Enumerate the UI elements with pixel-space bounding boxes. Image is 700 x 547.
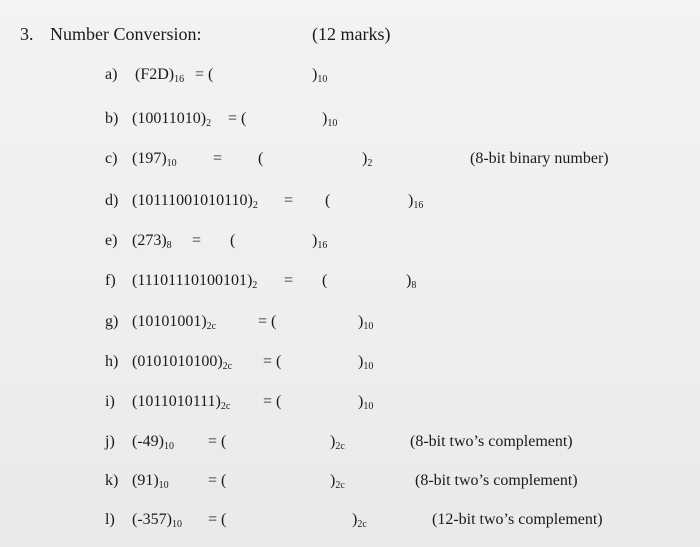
item-result: )$_{10}$ — [322, 110, 338, 129]
item-value: $(F2D)_{16}$ — [135, 66, 185, 85]
item-note: (8-bit two’s complement) — [410, 433, 573, 450]
item-equals: = ( — [228, 110, 247, 127]
item-equals: = ( — [208, 472, 227, 489]
item-label: i) — [105, 393, 115, 410]
item-equals: = — [192, 232, 202, 249]
item-result: )$_{10}$ — [312, 66, 328, 85]
item-result: )$_{16}$ — [408, 192, 424, 211]
item-open-paren: ( — [258, 150, 264, 167]
item-value: $(11101110100101)_2$ — [132, 272, 258, 291]
item-equals: = ( — [263, 353, 282, 370]
item-label: a) — [105, 66, 118, 83]
item-result: )$_{16}$ — [312, 232, 328, 251]
item-result: )$_{10}$ — [358, 393, 374, 412]
question-number: 3. — [20, 24, 34, 44]
item-open-paren: ( — [322, 272, 328, 289]
marks-label: (12 marks) — [312, 24, 391, 44]
item-label: d) — [105, 192, 119, 209]
item-equals: = ( — [258, 313, 277, 330]
question-title: Number Conversion: — [50, 24, 202, 44]
item-label: c) — [105, 150, 118, 167]
item-value: $(10111001010110)_2$ — [132, 192, 258, 211]
item-label: j) — [105, 433, 115, 450]
item-note: (8-bit two’s complement) — [415, 472, 578, 489]
item-note: (12-bit two’s complement) — [432, 511, 603, 528]
item-result: )$_{10}$ — [358, 313, 374, 332]
item-equals: = ( — [195, 66, 214, 83]
item-value: $(0101010100)_{2c}$ — [132, 353, 233, 372]
item-value: $(10011010)_2$ — [132, 110, 212, 129]
item-label: h) — [105, 353, 119, 370]
item-value: $(-49)_{10}$ — [132, 433, 174, 452]
item-equals: = — [213, 150, 223, 167]
item-result: )$_2$ — [362, 150, 373, 169]
item-note: (8-bit binary number) — [470, 150, 609, 167]
item-result: )$_8$ — [406, 272, 417, 291]
item-label: e) — [105, 232, 118, 249]
item-result: )$_{2c}$ — [330, 433, 345, 452]
item-label: b) — [105, 110, 119, 127]
item-equals: = — [284, 192, 294, 209]
item-label: f) — [105, 272, 116, 289]
item-label: l) — [105, 511, 115, 528]
item-value: $(91)_{10}$ — [132, 472, 169, 491]
item-value: $(197)_{10}$ — [132, 150, 177, 169]
item-value: $(1011010111)_{2c}$ — [132, 393, 231, 412]
item-value: $(273)_8$ — [132, 232, 172, 251]
item-result: )$_{2c}$ — [330, 472, 345, 491]
item-equals: = ( — [208, 433, 227, 450]
item-equals: = ( — [263, 393, 282, 410]
item-result: )$_{2c}$ — [352, 511, 367, 530]
item-value: $(10101001)_{2c}$ — [132, 313, 217, 332]
item-equals: = ( — [208, 511, 227, 528]
item-value: $(-357)_{10}$ — [132, 511, 182, 530]
item-label: k) — [105, 472, 119, 489]
item-equals: = — [284, 272, 294, 289]
item-label: g) — [105, 313, 119, 330]
item-open-paren: ( — [325, 192, 331, 209]
item-open-paren: ( — [230, 232, 236, 249]
item-result: )$_{10}$ — [358, 353, 374, 372]
